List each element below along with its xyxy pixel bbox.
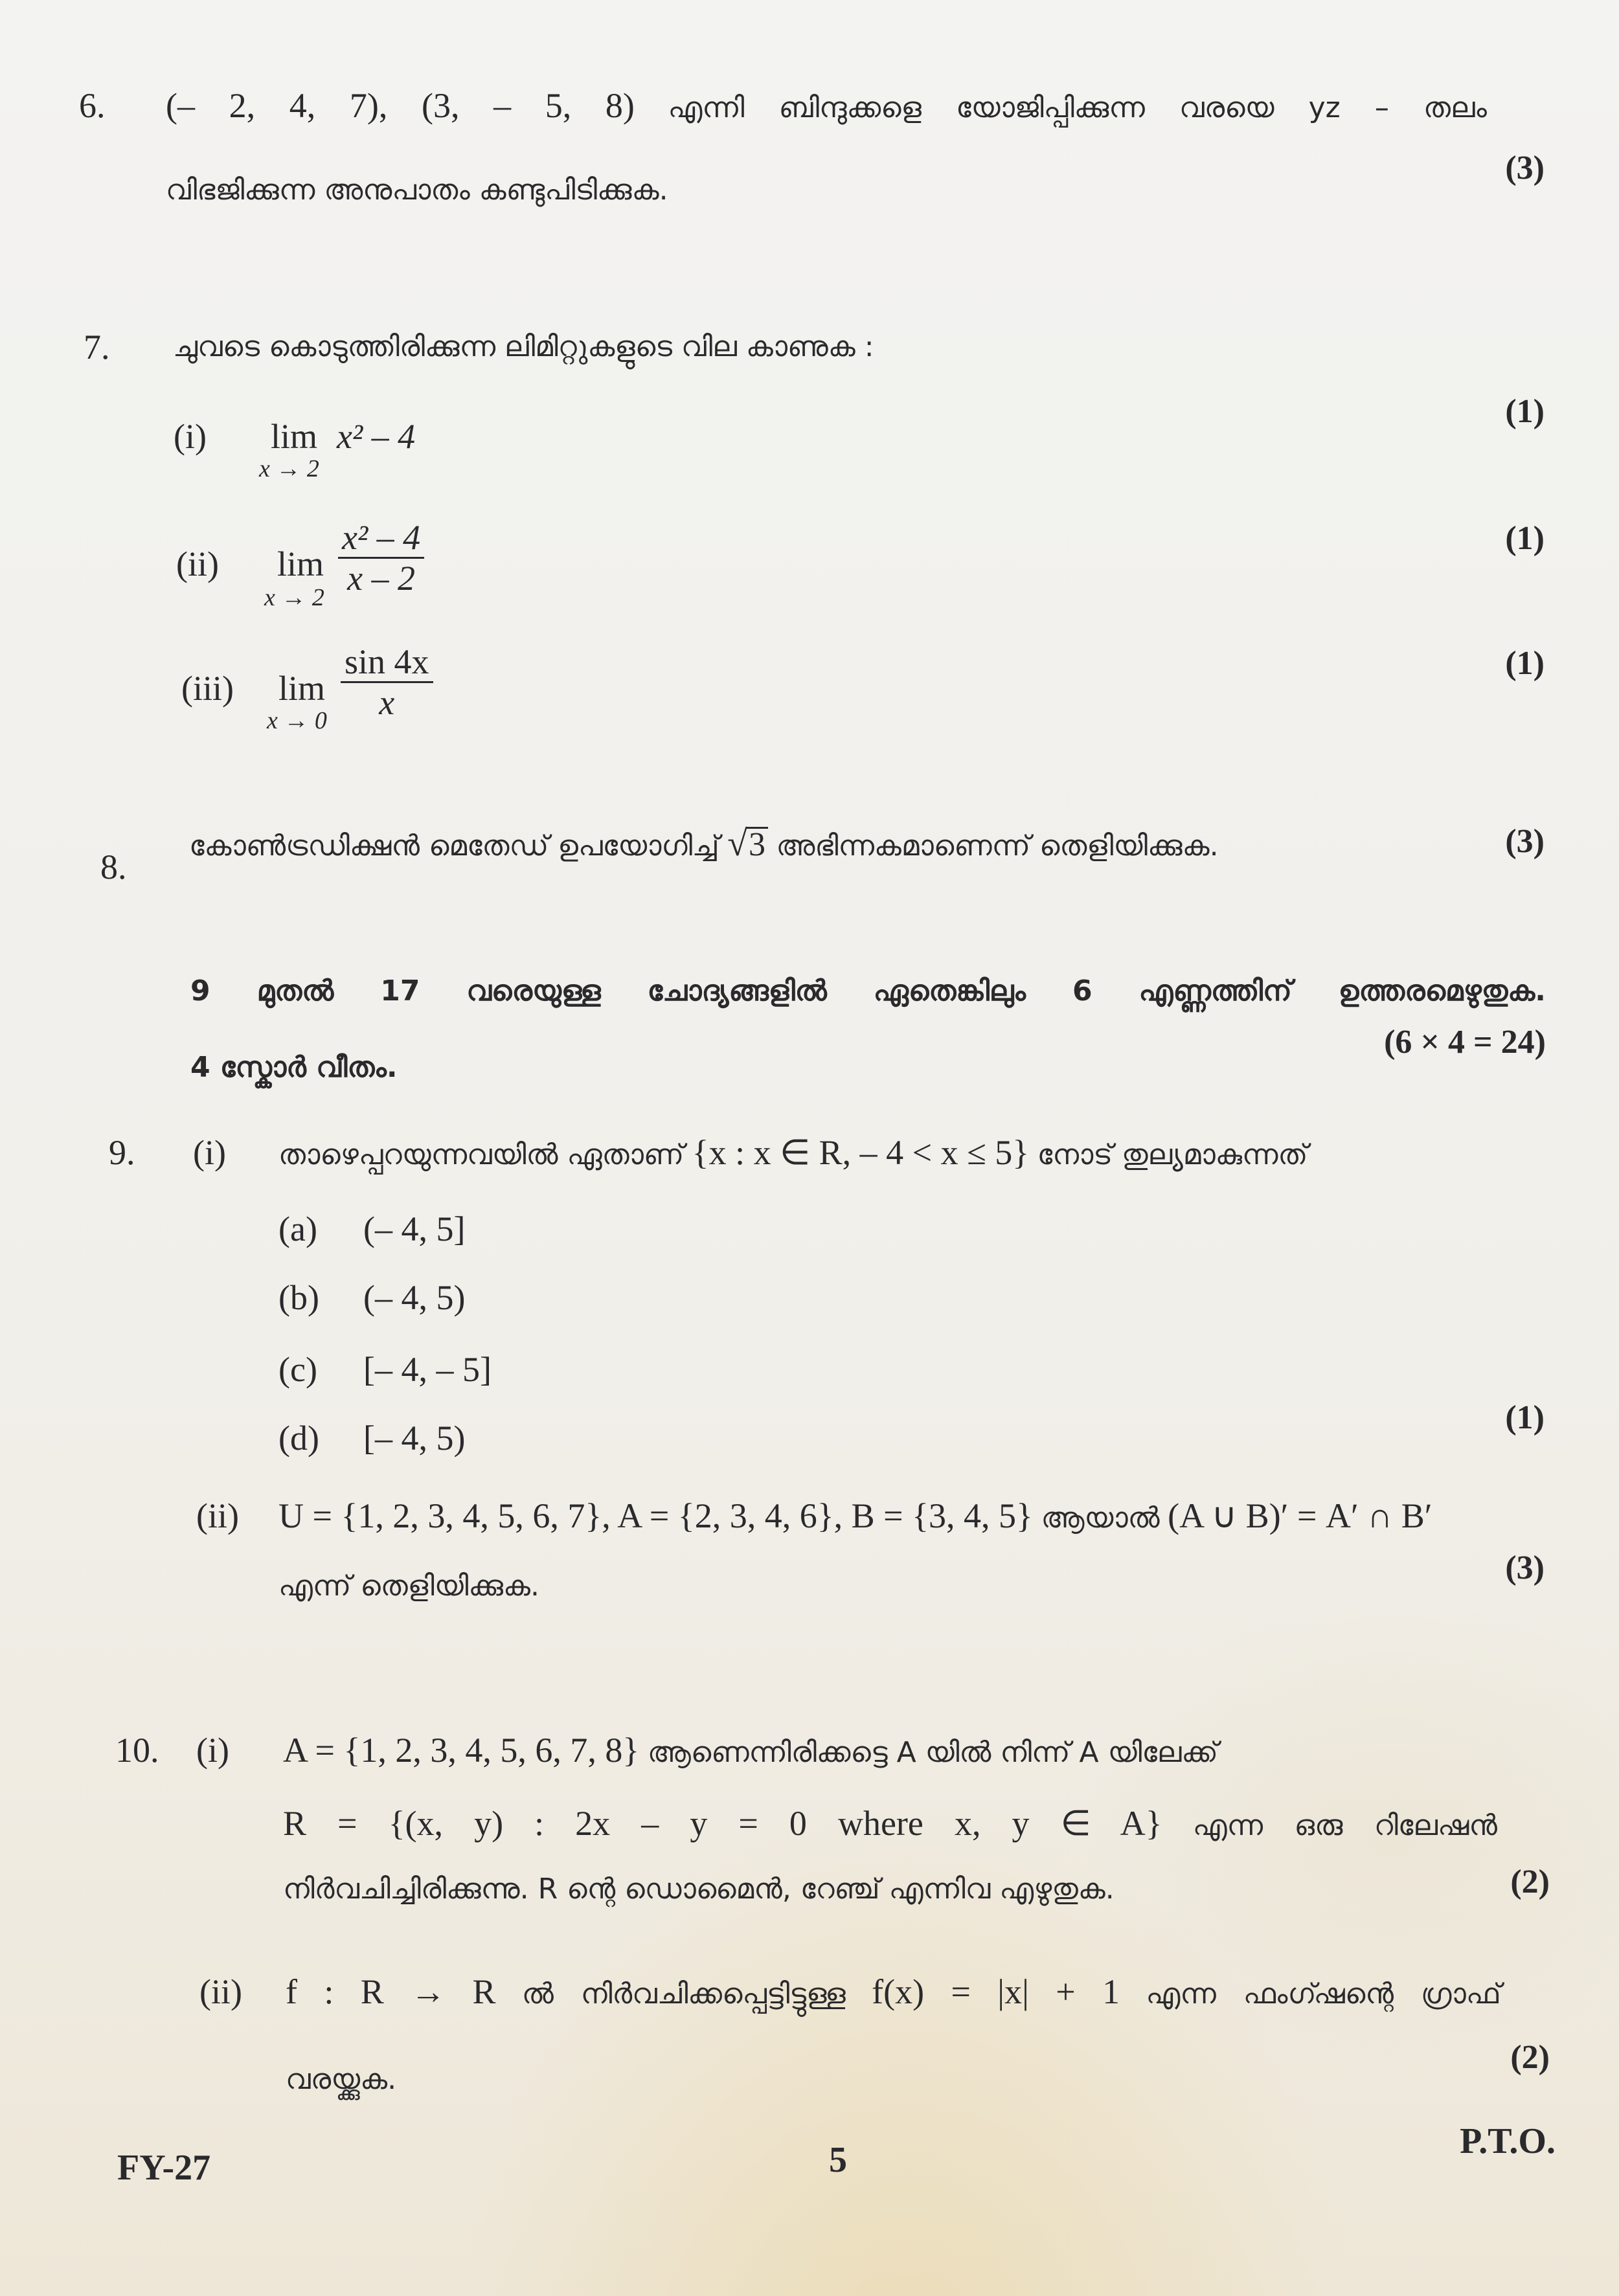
q10-part-i-relation: R = {(x, y) : 2x – y = 0 where x, y ∈ A} [283,1804,1162,1843]
q7-part-iii-fraction [341,642,433,722]
q8-text-after: അഭിന്നകമാണെന്ന് തെളിയിക്കുക. [776,829,1219,862]
section-instruction-line1: 9 മുതൽ 17 വരെയുള്ള ചോദ്യങ്ങളിൽ ഏതെങ്കിലും 6 എണ്ണത്തിന് ഉത്തരമെഴുതുക. [190,974,1546,1007]
q7-part-ii-numerator: x² – 4 [338,518,424,559]
q9-part-ii-line1 [278,1496,1432,1535]
q8-text-before: കോൺട്രഡിക്ഷൻ മെതേഡ് ഉപയോഗിച്ച് [189,829,719,862]
q7-part-i-label: (i) [174,417,207,456]
q10-part-i-label: (i) [196,1731,229,1770]
q9-part-i-set: {x : x ∈ R, – 4 < x ≤ 5} [692,1133,1030,1172]
q10-part-ii-marks: (2) [1510,2039,1550,2076]
q9-part-i-text-before: താഴെപ്പറയുന്നവയിൽ ഏതാണ് [278,1138,685,1171]
q9-part-ii-text-mid: ആയാൽ [1041,1502,1160,1535]
q7-part-iii-approach: x → 0 [267,707,327,734]
option-c-value: [– 4, – 5] [363,1350,492,1389]
q7-part-iii-marks: (1) [1505,645,1545,682]
q6-points: (– 2, 4, 7), (3, – 5, 8) [166,86,635,125]
option-d-value: [– 4, 5) [363,1419,466,1458]
q10-part-ii-mapping: f : R → R [286,1972,496,2011]
q9-part-ii-identity: (A ∪ B)′ = A′ ∩ B′ [1168,1496,1432,1535]
q10-part-ii-text-mid: ൽ നിർവചിക്കപ്പെട്ടിട്ടുള്ള [521,1977,846,2010]
q7-part-iii-denominator: x [379,683,395,722]
q7-part-iii-lim: lim [278,669,326,708]
q8-radicand: 3 [746,827,768,861]
q9-part-ii-sets: U = {1, 2, 3, 4, 5, 6, 7}, A = {2, 3, 4, 6}, B = {3, 4, 5} [278,1496,1033,1535]
q10-part-i-line2 [283,1804,1497,1843]
q9-part-i-text [278,1133,1308,1172]
q10-part-i-set-a: A = {1, 2, 3, 4, 5, 6, 7, 8} [283,1731,640,1770]
q10-part-i-line2-text: എന്ന ഒരു റിലേഷൻ [1192,1809,1498,1842]
q9-part-i-marks: (1) [1505,1399,1545,1436]
q9-number: 9. [109,1133,135,1172]
q10-part-ii-label: (ii) [199,1972,242,2011]
q9-part-ii-marks: (3) [1505,1549,1545,1586]
q7-number: 7. [84,328,110,366]
option-b-label: (b) [278,1278,319,1317]
q10-part-i-line1-text: ആണെന്നിരിക്കട്ടെ A യിൽ നിന്ന് A യിലേക്ക് [647,1736,1218,1769]
q7-part-i-expression: x² – 4 [337,417,416,456]
q7-part-ii-fraction [338,518,424,598]
q6-line2: വിഭജിക്കുന്ന അനുപാതം കണ്ടുപിടിക്കുക. [166,174,668,207]
q9-part-ii-label: (ii) [196,1496,239,1535]
q7-part-i-approach: x → 2 [259,455,319,482]
q10-part-i-line1 [283,1731,1218,1770]
q8-text [189,824,1219,863]
q7-part-ii-approach: x → 2 [264,584,324,611]
section-instruction-line2: 4 സ്കോർ വീതം. [190,1051,398,1084]
square-root-icon: √ [727,824,747,864]
page-number: 5 [829,2140,847,2180]
paper-code: FY-27 [117,2148,211,2188]
q9-part-i-label: (i) [193,1133,226,1172]
q6-line1 [166,86,1487,125]
q6-line1-text: എന്നി ബിന്ദുക്കളെ യോജിപ്പിക്കുന്ന വരയെ yz – തലം [668,91,1487,124]
q10-part-ii-text-after: എന്ന ഫംഗ്ഷന്റെ ഗ്രാഫ് [1146,1977,1502,2010]
q8-marks: (3) [1505,823,1545,860]
q10-part-i-line3: നിർവചിച്ചിരിക്കുന്നു. R ന്റെ ഡൊമൈൻ, റേഞ്ച് എന്നിവ എഴുതുക. [283,1873,1115,1906]
q10-part-i-marks: (2) [1510,1863,1550,1900]
q6-marks: (3) [1505,150,1545,186]
q7-part-iii-label: (iii) [181,669,234,708]
option-b-value: (– 4, 5) [363,1278,466,1317]
option-a-value: (– 4, 5] [363,1210,466,1248]
q9-part-ii-line2: എന്ന് തെളിയിക്കുക. [278,1570,539,1603]
q7-prompt: ചുവടെ കൊടുത്തിരിക്കുന്ന ലിമിറ്റുകളുടെ വില കാണുക : [173,330,874,363]
q10-part-ii-line2: വരയ്ക്കുക. [286,2063,397,2096]
q10-part-ii-function: f(x) = |x| + 1 [872,1972,1120,2011]
q6-number: 6. [79,86,106,125]
option-d-label: (d) [278,1419,319,1458]
q7-part-iii-numerator: sin 4x [341,642,433,683]
q7-part-i-marks: (1) [1505,393,1545,430]
q7-part-ii-denominator: x – 2 [347,559,416,598]
q9-part-i-text-after: നോട് തുല്യമാകുന്നത് [1037,1138,1308,1171]
q10-number: 10. [115,1731,159,1770]
q10-part-ii-line1 [286,1972,1501,2011]
q7-part-ii-marks: (1) [1505,520,1545,557]
option-a-label: (a) [278,1210,317,1248]
q7-part-ii-label: (ii) [176,545,219,583]
section-marks: (6 × 4 = 24) [1384,1024,1546,1061]
q7-part-ii-lim: lim [277,545,324,583]
q7-part-i-lim: lim [271,417,318,456]
option-c-label: (c) [278,1350,317,1389]
please-turn-over: P.T.O. [1460,2121,1556,2161]
q8-number: 8. [100,848,127,886]
